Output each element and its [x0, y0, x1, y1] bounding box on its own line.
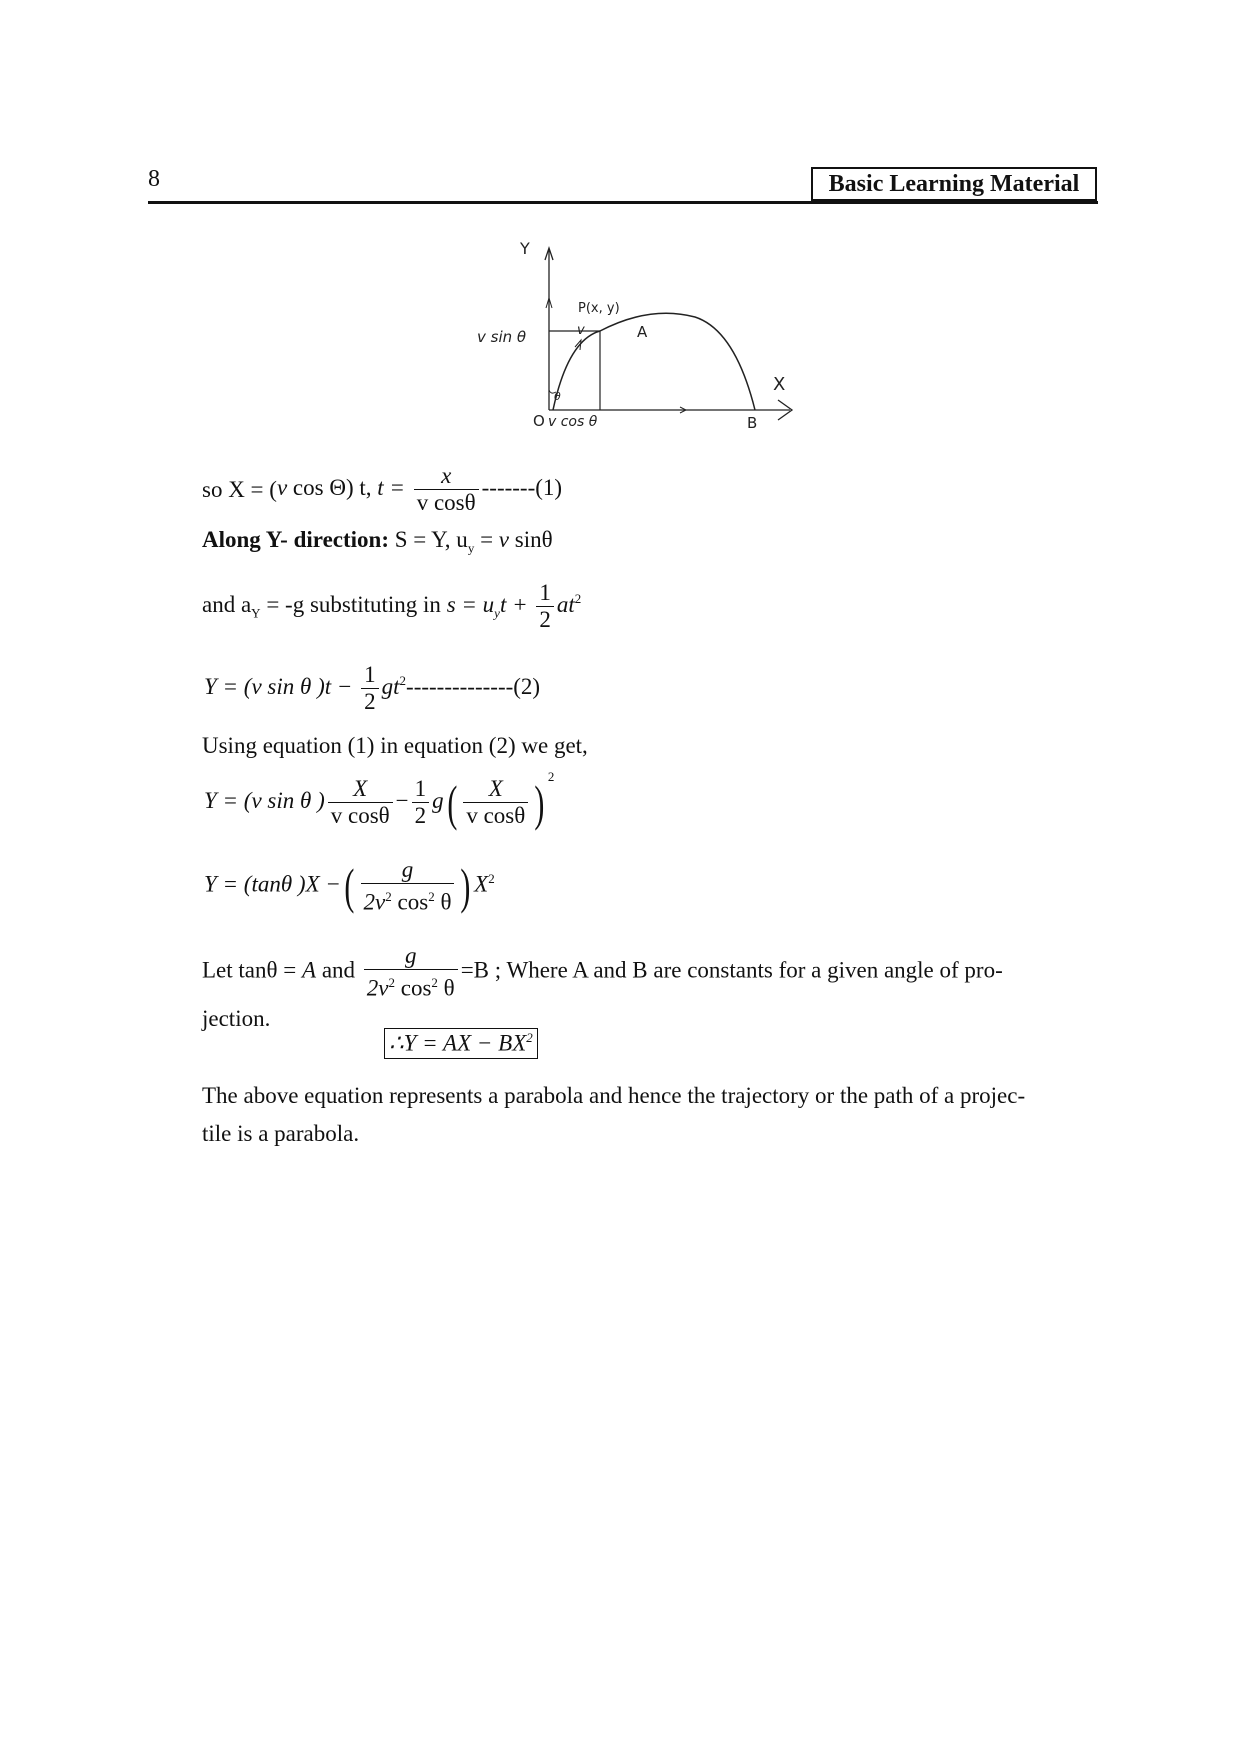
- vcos-label: v cos θ: [548, 414, 598, 430]
- fraction-x-over-vcos-2: $\frac{X}{\text{v cosθ}}$: [463, 776, 528, 829]
- header-rule: [148, 201, 1098, 204]
- conclusion-line-2: tile is a parabola.: [202, 1121, 360, 1146]
- page-number: 8: [148, 166, 160, 192]
- substitution-line: and $a_Y = -g$ substituting in $s = u_yt$ + $\frac{1}{2}$ $at^2$: [202, 580, 582, 632]
- running-header: Basic Learning Material: [811, 167, 1097, 201]
- fraction-g-over-2v2cos2: $\frac{g}{2v^2 \cos^2 \theta}$: [361, 857, 455, 916]
- fraction-x-over-vcos: $\frac{x}{\text{v cosθ}}$: [414, 463, 479, 516]
- projectile-diagram: [450, 230, 800, 452]
- boxed-result: ∴Y = AX − $BX^2$: [384, 1028, 538, 1059]
- using-equation-text: Using equation (1) in equation (2) we get,: [202, 733, 588, 758]
- vsin-label: v sin θ: [477, 328, 527, 346]
- along-y-line: Along Y- direction: S = Y, $u_y = v$ sinθ: [202, 527, 553, 556]
- jection-text: jection.: [202, 1006, 271, 1031]
- conclusion-line-1: The above equation represents a parabola and hence the trajectory or the path of a projec-: [202, 1083, 1026, 1108]
- equation-3: Y = (v sin θ ) $\frac{X}{\text{v cosθ}}$ − $\frac{1}{2}$ g( $\frac{X}{\text{v cosθ}}$ ) $^2$: [204, 769, 555, 831]
- fraction-x-over-vcos-1: $\frac{X}{\text{v cosθ}}$: [328, 776, 393, 829]
- fraction-g-over-2v2cos2-b: $\frac{g}{2v^2 \cos^2 \theta}$: [364, 943, 458, 1002]
- point-a-label: A: [637, 323, 648, 341]
- fraction-half-2: $\frac{1}{2}$: [361, 662, 379, 715]
- x-axis-label: X: [773, 374, 786, 395]
- origin-label: O: [533, 412, 545, 430]
- y-axis-label: Y: [520, 239, 530, 258]
- conclusion-paragraph: [202, 1077, 1102, 1153]
- point-p-label: P(x, y): [578, 301, 620, 316]
- equation-1: so X = (v cos Θ) t, t = $\frac{x}{\text{v cosθ}}$ -------(1): [202, 463, 563, 515]
- fraction-half-3: $\frac{1}{2}$: [412, 776, 430, 829]
- fraction-half: $\frac{1}{2}$: [536, 580, 554, 633]
- point-b-label: B: [747, 414, 758, 432]
- theta-label: θ: [554, 390, 561, 403]
- equation-4: Y = (tanθ )X −( $\frac{g}{2v^2 \cos^2 \theta}$ ) $X^2$: [204, 857, 495, 915]
- velocity-label: v: [577, 323, 585, 338]
- equation-2: Y = (v sin θ )t − $\frac{1}{2}$ $gt^2--------------(2)$: [204, 662, 541, 714]
- along-y-heading: Along Y- direction:: [202, 527, 389, 552]
- let-definition-line: Let tanθ = A and $\frac{g}{2v^2 \cos^2 \theta}$ =B ; Where A and B are constants for a given angle of pro-: [202, 943, 1003, 1001]
